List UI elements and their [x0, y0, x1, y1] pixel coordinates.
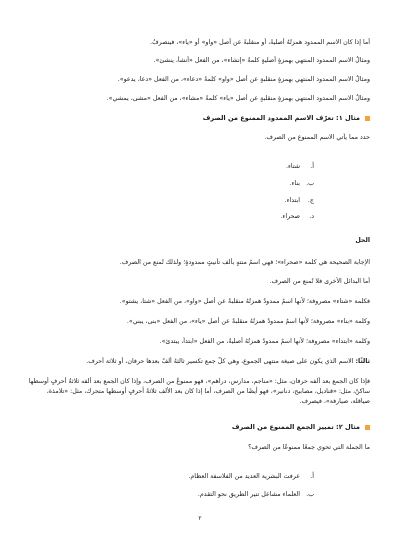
option-letter: د.: [309, 213, 314, 220]
solution-heading: الحل: [355, 237, 370, 244]
rule-third: [28, 357, 370, 366]
option-text: العلماء مشاعل تنير الطريق نحو التقدم.: [197, 491, 300, 498]
option-d: [280, 212, 314, 221]
answer-line: فكلمة «شتاء» مصروفة؛ لأنها اسمٌ ممدودٌ همزتُهُ منقلبةٌ عن أصل «واو»، من الفعل «شتا، يشتو».: [119, 298, 370, 305]
option-letter: أ.: [310, 163, 314, 170]
rule-third-label: ثالثًا:: [355, 358, 370, 365]
text-line: ومثالُ الاسم الممدود المنتهي بهمزةٍ منقلبةٍ عن أصل «ياء» كلمةُ «مشاء»، من الفعل «مشى، يمشي».: [106, 95, 370, 102]
rule-third-text: الاسم الذي يكون على صيغة منتهى الجموع، وهي كلُّ جمع تكسير ثالثهُ ألفٌ بعدها حرفان، أو ثلاثة أحرف.: [86, 358, 356, 365]
example-2-heading: [28, 423, 370, 432]
text-line: ومثالُ الاسم الممدود المنتهي بهمزةٍ أصليةٍ كلمةُ «إنشاء»، من الفعل «أنشأ، ينشئ».: [153, 57, 370, 64]
option-c: [285, 196, 314, 205]
option-text: شتاء.: [285, 163, 300, 170]
text-line: أما إذا كان الاسم الممدود همزتُهُ أصليةً، أو منقلبةً عن أصل «واو» أو «ياء»، فينصرفُ.: [150, 39, 370, 46]
option-b: [289, 179, 314, 188]
option-letter: ج.: [307, 197, 314, 204]
answer-line: أما البدائل الأخرى فلا تُمنع من الصرف.: [269, 278, 370, 285]
answer-line: وكلمة «بناء» مصروفة؛ لأنها اسمٌ ممدودٌ همزتُهُ منقلبةٌ عن أصل «ياء»، من الفعل «بنى، يبني».: [126, 318, 370, 325]
text-line: ومثالُ الاسم الممدود المنتهي بهمزةٍ منقلبةٍ عن أصل «واو» كلمةُ «دعاء»، من الفعل «دعا، يدعو».: [117, 76, 370, 83]
page-number: ٢: [198, 515, 202, 522]
option-text: بناء.: [289, 180, 300, 187]
option-a: [286, 162, 314, 171]
example-1-heading: [28, 114, 370, 123]
explanation-paragraph: فإذا كان الجمع بعد ألفه حرفان، مثل: «مناجم، مدارس، دراهم»، فهو ممنوعٌ من الصرف، وإذا كان الجمع بعد ألفه ثلاثةُ أحرفٍ أوسطها ساكنٌ، مثل: «قناديل، مصابيح، دنانير»، فهو أيضًا من الصرف، أما إذا كان بعد الألف ثلاثةُ أحرفٍ أوسطها متحرك، مثل: «تلامذة، صياقلة، صيارفة»، فيصرف.: [28, 378, 370, 405]
example-2-title: مثال ٢: تمييز الجمع الممنوع من الصرف: [231, 423, 360, 431]
example-1-title: مثال ١: تعرّف الاسم الممدود الممنوع من الصرف: [202, 114, 360, 122]
option-a: [188, 472, 314, 481]
option-text: عرفت البشرية العديد من الفلاسفة العظام.: [188, 473, 300, 480]
square-bullet-icon: [365, 425, 370, 430]
option-text: صحراء.: [280, 213, 300, 220]
answer-line: وكلمة «ابتداء» مصروفة؛ لأنها اسمٌ ممدودٌ همزتُهُ أصليةٌ، من الفعل «ابتدأ، يبتدئ».: [159, 338, 370, 345]
option-letter: ب.: [306, 491, 314, 498]
question-1: حدد مما يأتي الاسم الممنوع من الصرف.: [264, 134, 370, 141]
option-b: [198, 490, 314, 499]
answer-line: الإجابة الصحيحة هي كلمة «صحراء»؛ فهي اسمٌ منتهٍ بألف تأنيثٍ ممدودةٍ؛ ولذلك تُمنع من الصرف.: [119, 259, 370, 266]
option-letter: أ.: [310, 473, 314, 480]
option-text: ابتداء.: [284, 197, 300, 204]
square-bullet-icon: [365, 116, 370, 121]
question-2: ما الجملة التي تحوي جمعًا ممنوعًا من الصرف؟: [248, 444, 370, 451]
option-letter: ب.: [306, 180, 314, 187]
